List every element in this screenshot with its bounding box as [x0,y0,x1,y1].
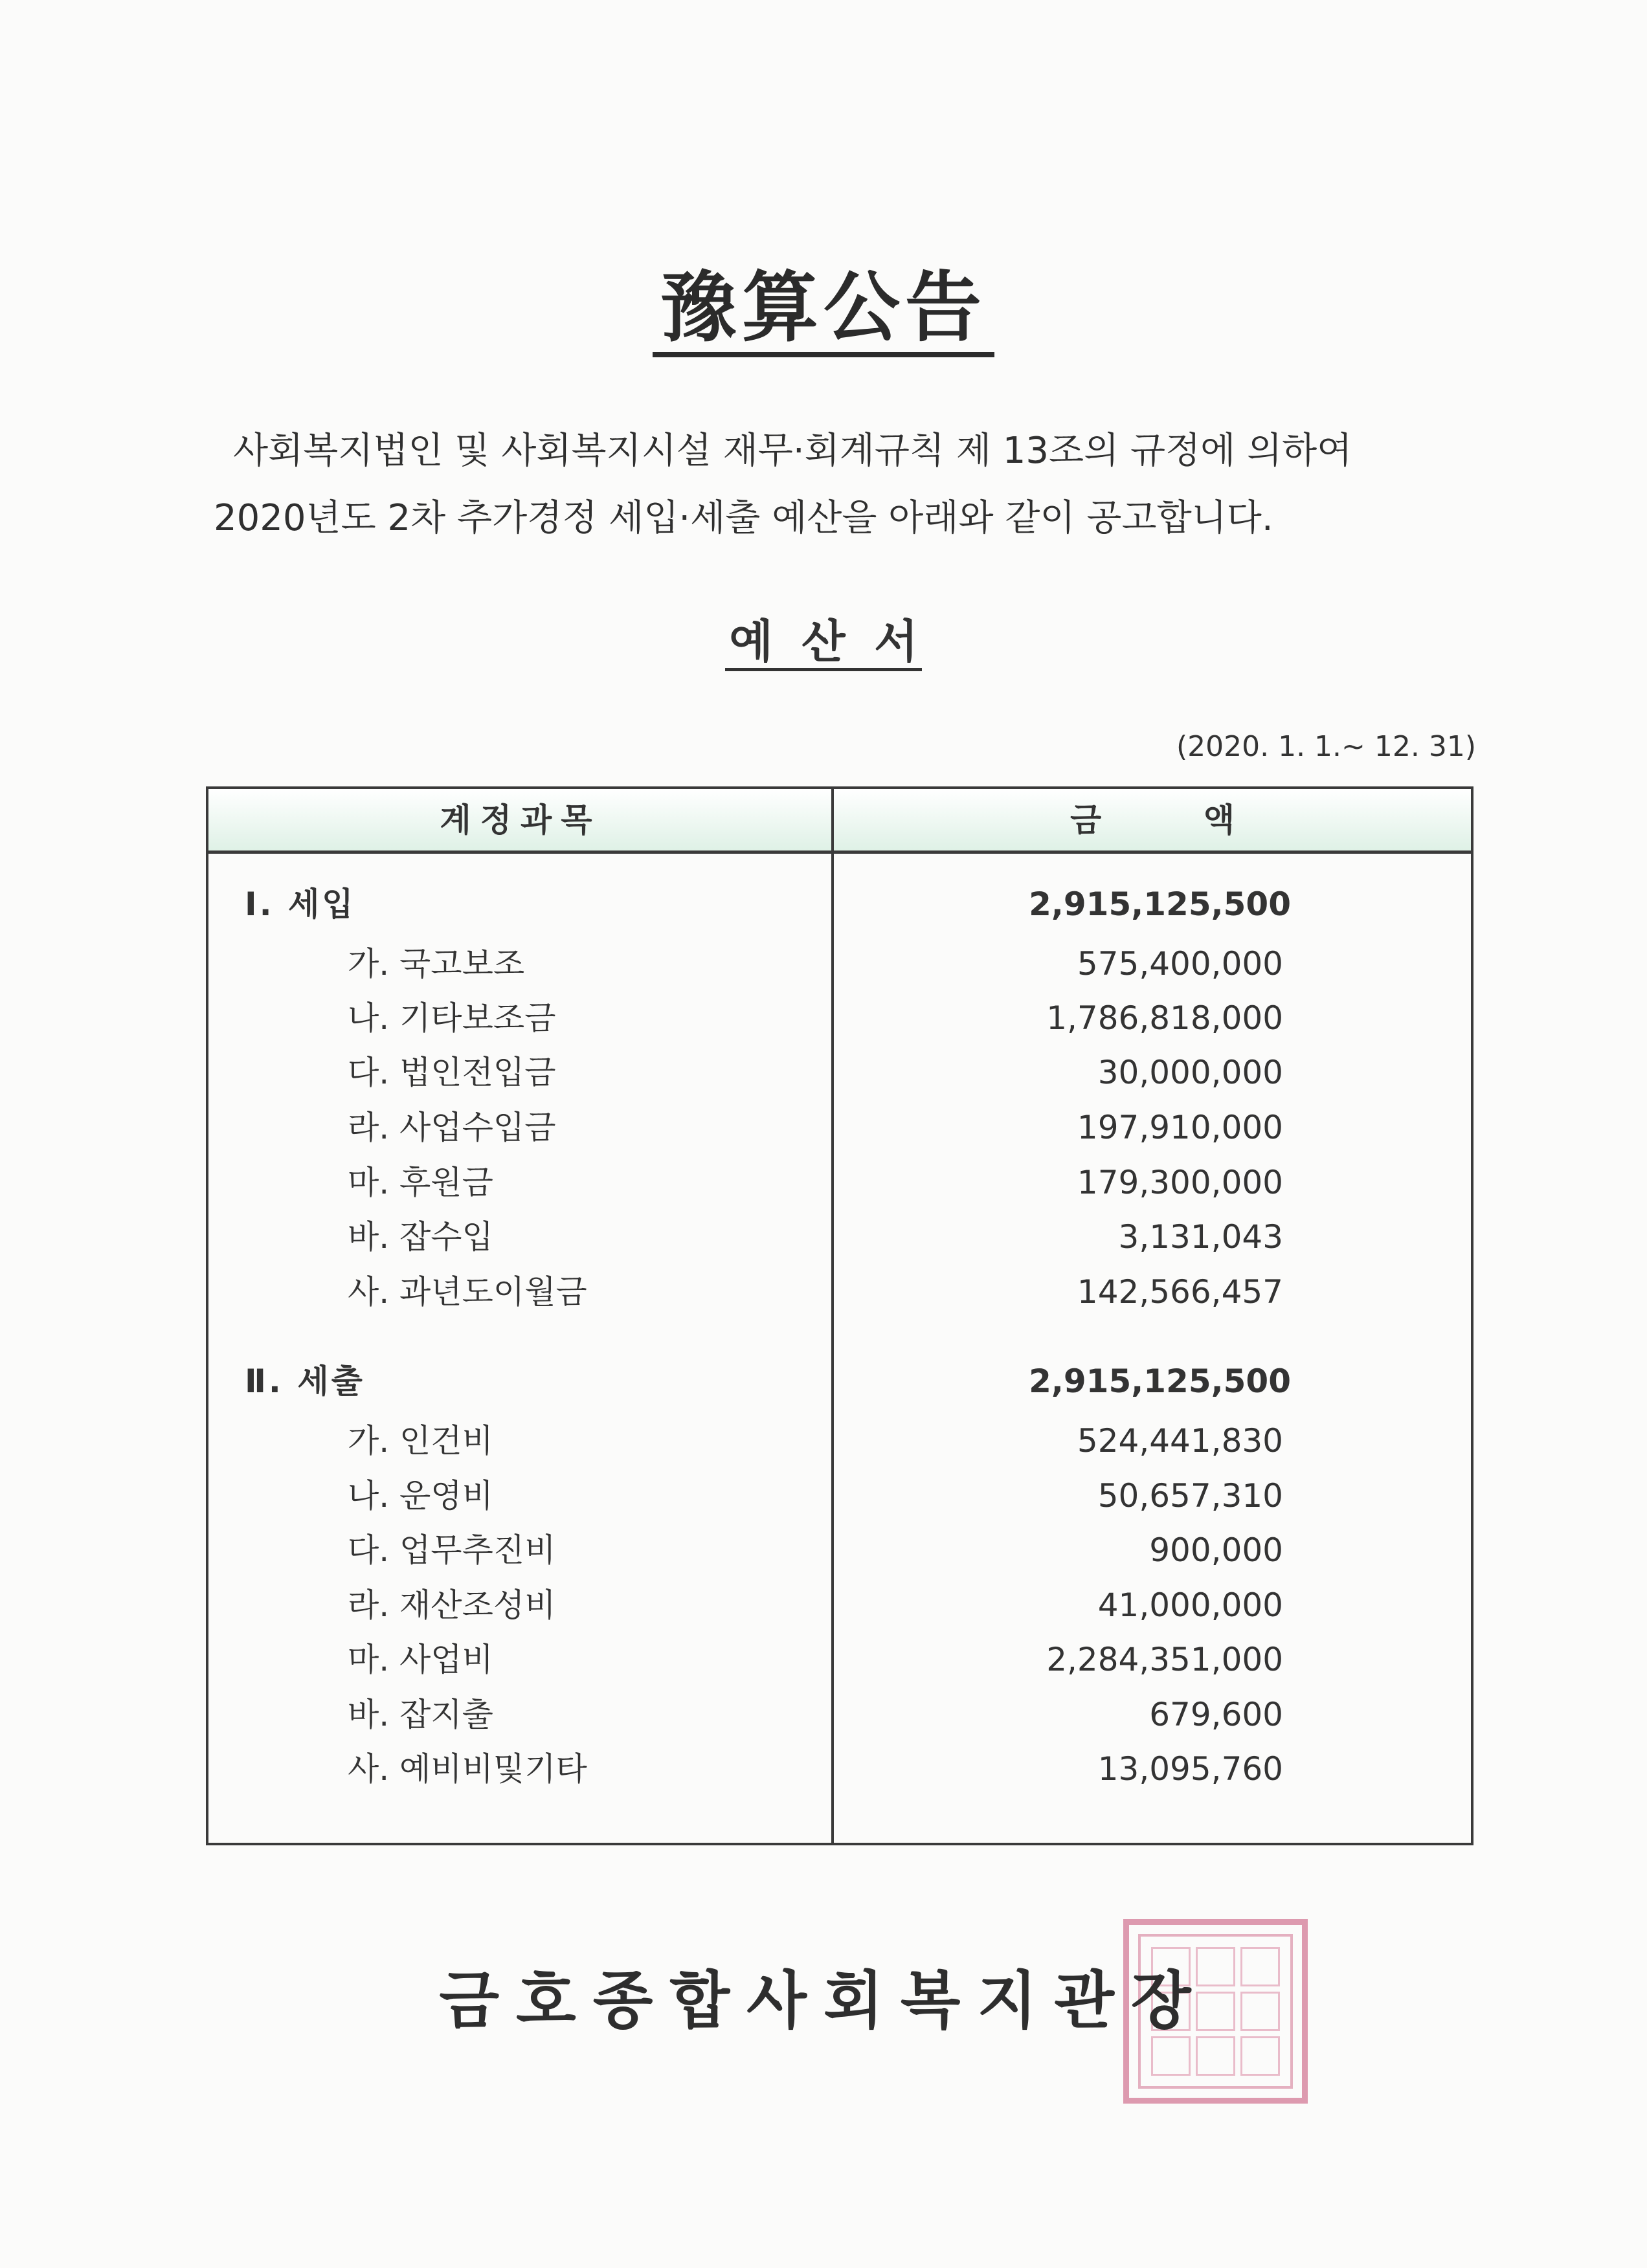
item-amount: 679,600 [1149,1696,1283,1733]
item-prefix: 마. [348,1641,390,1678]
intro-line-2: 2020년도 2차 추가경정 세입·세출 예산을 아래와 같이 공고합니다. [214,497,1273,539]
table-row [208,1157,1471,1208]
table-row [208,1524,1471,1576]
item-amount: 179,300,000 [1077,1164,1283,1201]
item-prefix: 나. [348,999,390,1037]
header-amount: 금 액 [1070,801,1235,839]
section-label: Ⅰ. 세입 [245,885,356,923]
item-amount: 30,000,000 [1097,1054,1283,1091]
table-row [208,1579,1471,1631]
item-name: 잡지출 [399,1696,493,1733]
seal-glyph [1151,2036,1191,2076]
item-prefix: 바. [348,1218,390,1256]
budget-period: (2020. 1. 1.~ 12. 31) [1176,730,1476,763]
item-amount: 524,441,830 [1077,1422,1283,1460]
section-label: Ⅱ. 세출 [245,1362,365,1400]
item-prefix: 사. [348,1273,390,1311]
item-amount: 197,910,000 [1077,1109,1283,1146]
item-name: 기타보조금 [399,999,556,1037]
table-header [208,789,1471,854]
budget-subtitle [0,605,1647,671]
item-name: 재산조성비 [399,1586,556,1624]
section-total: 2,915,125,500 [1029,885,1291,923]
item-name: 사업수입금 [399,1109,556,1146]
item-prefix: 가. [348,1422,390,1460]
table-row [208,1415,1471,1467]
section-total: 2,915,125,500 [1029,1362,1291,1400]
item-name: 과년도이월금 [399,1273,587,1311]
budget-table [206,786,1473,1845]
item-amount: 13,095,760 [1097,1750,1283,1788]
item-name: 잡수입 [399,1218,493,1256]
budget-subtitle-text: 예 산 서 [725,615,922,671]
item-amount: 50,657,310 [1097,1477,1283,1515]
item-prefix: 라. [348,1586,390,1624]
section-row-expenditure [208,1355,1471,1407]
item-amount: 142,566,457 [1077,1273,1283,1311]
item-name: 업무추진비 [399,1531,556,1569]
item-prefix: 가. [348,945,390,983]
item-name: 법인전입금 [399,1054,556,1091]
header-account: 계정과목 [440,801,601,839]
item-amount: 575,400,000 [1077,945,1283,983]
item-prefix: 사. [348,1750,390,1788]
document-title [0,246,1647,356]
item-prefix: 마. [348,1164,390,1201]
document-title-text: 豫算公告 [653,263,994,357]
item-prefix: 다. [348,1054,390,1091]
item-name: 인건비 [399,1422,493,1460]
section-row-revenue [208,878,1471,930]
table-row [208,992,1471,1044]
issuer-signature: 금호종합사회복지관장 [439,1964,1208,2037]
intro-line-1: 사회복지법인 및 사회복지시설 재무·회계규칙 제 13조의 규정에 의하여 [233,430,1352,472]
table-row [208,1470,1471,1522]
item-amount: 1,786,818,000 [1046,999,1283,1037]
table-row [208,1102,1471,1153]
item-amount: 2,284,351,000 [1046,1641,1283,1678]
item-prefix: 라. [348,1109,390,1146]
item-amount: 41,000,000 [1097,1586,1283,1624]
table-row [208,938,1471,990]
item-name: 사업비 [399,1641,493,1678]
item-prefix: 나. [348,1477,390,1515]
table-row [208,1047,1471,1098]
intro-paragraph [214,417,1444,552]
table-row [208,1743,1471,1795]
item-amount: 3,131,043 [1118,1218,1283,1256]
item-name: 후원금 [399,1164,493,1201]
table-row [208,1689,1471,1740]
item-prefix: 바. [348,1696,390,1733]
table-row [208,1211,1471,1263]
seal-glyph [1240,2036,1280,2076]
seal-glyph [1196,2036,1235,2076]
table-row [208,1634,1471,1685]
table-row [208,1266,1471,1318]
item-name: 예비비및기타 [399,1750,587,1788]
item-amount: 900,000 [1149,1531,1283,1569]
item-name: 국고보조 [399,945,525,983]
item-prefix: 다. [348,1531,390,1569]
item-name: 운영비 [399,1477,493,1515]
